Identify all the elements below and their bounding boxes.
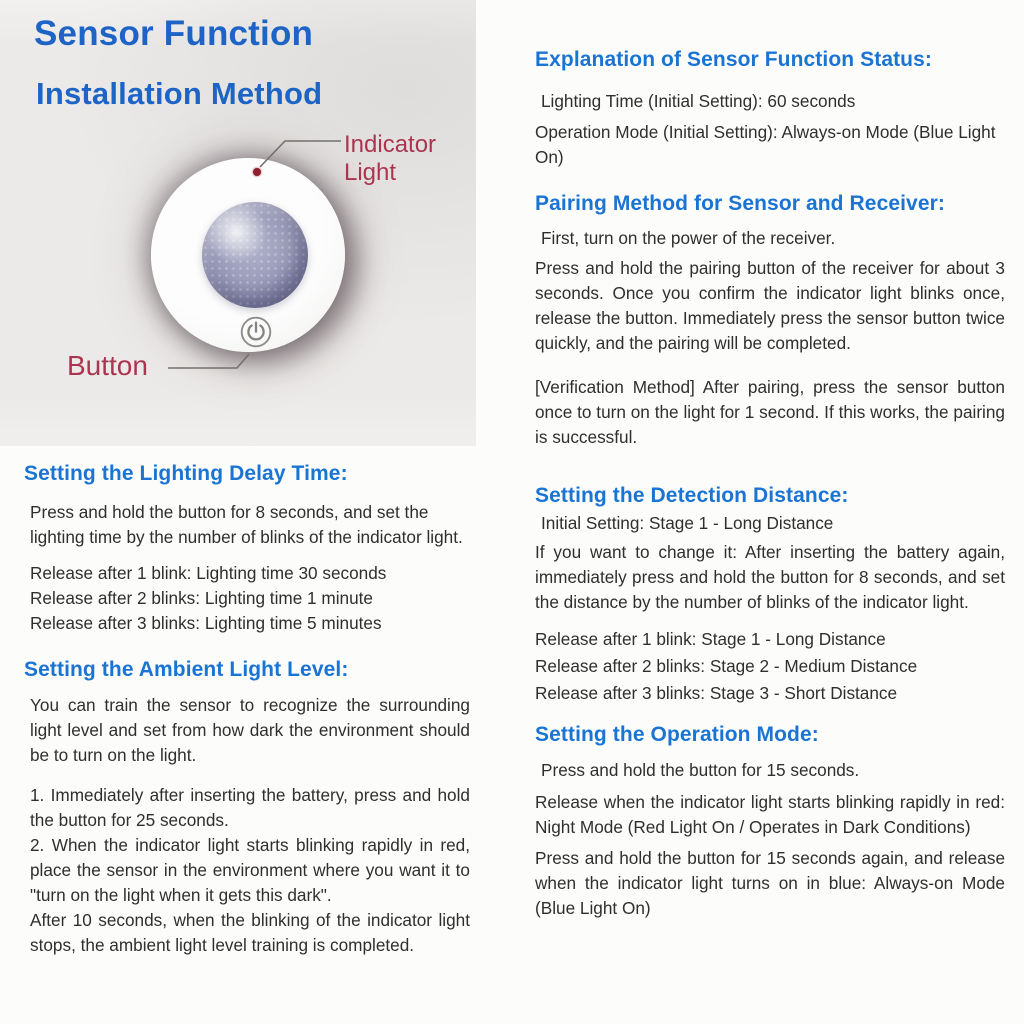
lighting-delay-options	[24, 561, 470, 636]
pairing-line-1: First, turn on the power of the receiver.	[541, 228, 836, 248]
pairing-verification-paragraph: [Verification Method] After pairing, press the sensor button once to turn on the light for 1 second. If this works, the pairing is successful.	[535, 377, 1005, 447]
operation-mode-night-paragraph: Release when the indicator light starts blinking rapidly in red: Night Mode (Red Light On / Operates in Dark Conditions)	[535, 792, 1005, 837]
button-label: Button	[67, 350, 148, 381]
ambient-step-2: 2. When the indicator light starts blinking rapidly in red, place the sensor in the environment where you want it to "turn on the light when it gets this dark".	[30, 835, 470, 905]
list-item: Release after 1 blink: Stage 1 - Long Distance	[535, 629, 886, 649]
status-line-operation-mode: Operation Mode (Initial Setting): Always-on Mode (Blue Light On)	[535, 122, 996, 167]
ambient-step-3: After 10 seconds, when the blinking of the indicator light stops, the ambient light level training is completed.	[30, 910, 470, 955]
sensor-photo-panel	[0, 0, 476, 446]
detection-paragraph: If you want to change it: After inserting the battery again, immediately press and hold the button for 8 seconds, and set the distance by the number of blinks of the indicator light.	[535, 542, 1005, 612]
section-heading-lighting-delay: Setting the Lighting Delay Time:	[24, 462, 348, 485]
right-column	[535, 48, 1005, 921]
ambient-light-paragraph: You can train the sensor to recognize the surrounding light level and set from how dark the environment should be to turn on the light.	[30, 695, 470, 765]
section-heading-operation-mode: Setting the Operation Mode:	[535, 723, 819, 746]
ambient-light-steps	[24, 783, 470, 958]
list-item: Release after 3 blinks: Stage 3 - Short Distance	[535, 683, 898, 703]
ambient-step-1: 1. Immediately after inserting the battery, press and hold the button for 25 seconds.	[30, 785, 470, 830]
section-heading-ambient-light: Setting the Ambient Light Level:	[24, 658, 349, 681]
operation-mode-line-1: Press and hold the button for 15 seconds.	[541, 760, 860, 780]
pairing-paragraph: Press and hold the pairing button of the receiver for about 3 seconds. Once you confirm the indicator light blinks once, release the button. Immediately press the sensor button twice quickly, and the pairing will be completed.	[535, 258, 1005, 353]
page-title-line2: Installation Method	[36, 76, 323, 111]
status-line-lighting-time: Lighting Time (Initial Setting): 60 seconds	[541, 91, 856, 111]
list-item: Release after 2 blinks: Stage 2 - Medium Distance	[535, 656, 918, 676]
list-item: Release after 3 blinks: Lighting time 5 minutes	[30, 613, 382, 633]
detection-initial-line: Initial Setting: Stage 1 - Long Distance	[541, 513, 834, 533]
section-heading-pairing: Pairing Method for Sensor and Receiver:	[535, 192, 945, 215]
list-item: Release after 1 blink: Lighting time 30 seconds	[30, 563, 387, 583]
operation-mode-always-on-paragraph: Press and hold the button for 15 seconds again, and release when the indicator light turns on in blue: Always-on Mode (Blue Light On)	[535, 848, 1005, 918]
indicator-light-label: Indicator Light	[344, 131, 437, 186]
section-heading-status: Explanation of Sensor Function Status:	[535, 48, 932, 71]
detection-options	[535, 626, 1005, 707]
left-column	[24, 462, 470, 958]
list-item: Release after 2 blinks: Lighting time 1 minute	[30, 588, 373, 608]
page-title-line1: Sensor Function	[34, 14, 314, 53]
lighting-delay-paragraph: Press and hold the button for 8 seconds, and set the lighting time by the number of blinks of the indicator light.	[30, 502, 463, 547]
section-heading-detection-distance: Setting the Detection Distance:	[535, 484, 849, 507]
